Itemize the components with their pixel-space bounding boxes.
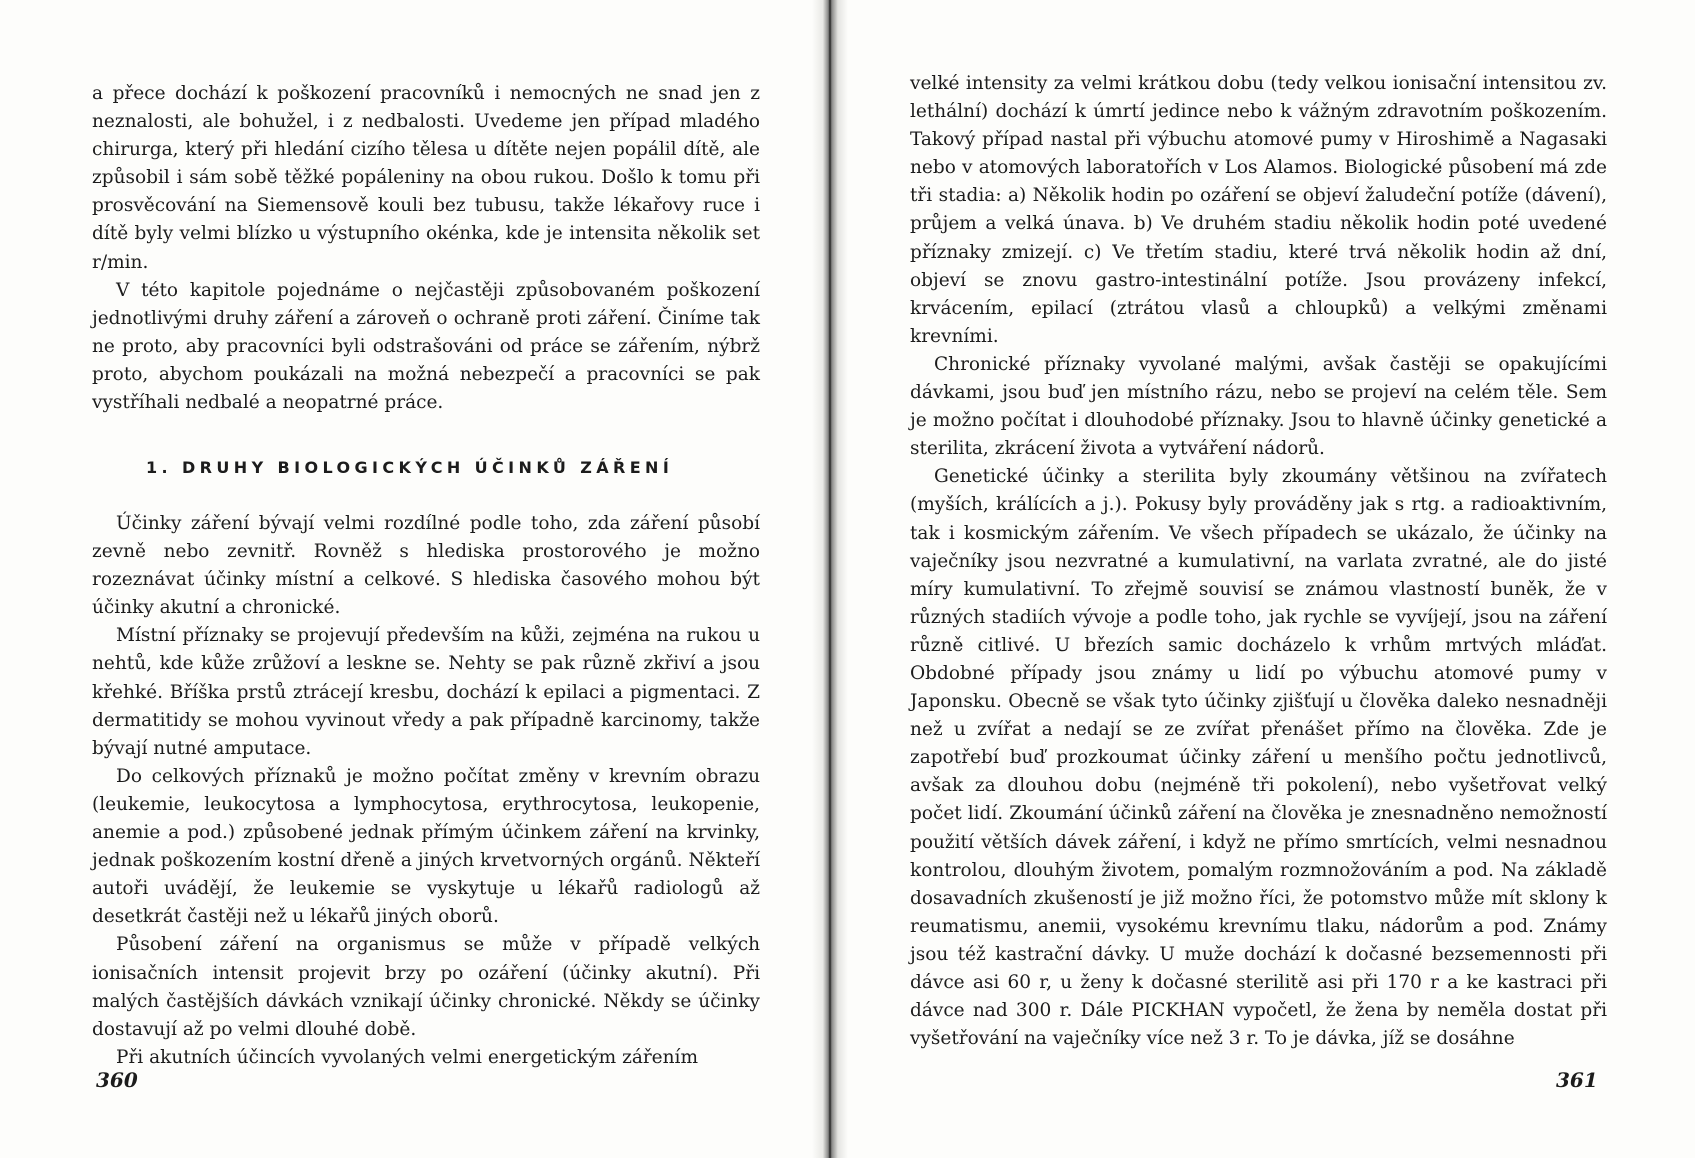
section-heading: 1. DRUHY BIOLOGICKÝCH ÚČINKŮ ZÁŘENÍ <box>146 458 674 477</box>
intro-text <box>92 80 760 417</box>
paragraph: Chronické příznaky vyvolané malými, avšak častěji se opakujícími dávkami, jsou buď jen místního rázu, nebo se projeví na celém těle. Sem je možno počítat i dlouhodobé příznaky. Jsou to hlavně účinky genetické a sterilita, zkrácení života a vytváření nádorů. <box>910 353 1607 460</box>
paragraph: Účinky záření bývají velmi rozdílné podle toho, zda záření působí zevně nebo zevnitř. Rovněž s hlediska prostorového je možno rozeznávat účinky místní a celkové. S hlediska časového mohou být účinky akutní a chronické. <box>92 513 760 619</box>
page-number: 360 <box>96 1068 138 1092</box>
paragraph: a přece dochází k poškození pracovníků i nemocných ne snad jen z neznalosti, ale bohužel, i z nedbalosti. Uvedeme jen případ mladého chirurga, který při hledání cizího tělesa u dítěte nejen popálil dítě, ale způsobil i sám sobě těžké popáleniny na obou rukou. Došlo k tomu při prosvěcování na Siemensově kouli bez tubusu, takže lékařovy ruce i dítě byly velmi blízko u výstupního okénka, kde je intensita několik set r/min. <box>92 83 760 273</box>
page-number: 361 <box>1556 1068 1598 1092</box>
right-page <box>820 0 1695 1158</box>
paragraph: Místní příznaky se projevují především na kůži, zejména na rukou u nehtů, kde kůže zrůžoví a leskne se. Nehty se pak různě zkřiví a jsou křehké. Bříška prstů ztrácejí kresbu, dochází k epilaci a pigmentaci. Z dermatitidy se mohou vyvinout vředy a pak případně karcinomy, takže bývají nutné amputace. <box>92 625 760 759</box>
section-text <box>92 510 760 1072</box>
paragraph: Do celkových příznaků je možno počítat změny v krevním obrazu (leukemie, leukocytosa a lymphocytosa, erythrocytosa, leukopenie, anemie a pod.) způsobené jednak přímým účinkem záření na krvinky, jednak poškozením kostní dřeně a jiných krvetvorných orgánů. Někteří autoři uvádějí, že leukemie se vyskytuje u lékařů radiologů až desetkrát častěji než u lékařů jiných oborů. <box>92 765 760 928</box>
paragraph: Při akutních účincích vyvolaných velmi energetickým zářením <box>116 1046 699 1068</box>
left-page <box>0 0 820 1158</box>
right-text <box>910 70 1607 1053</box>
paragraph: velké intensity za velmi krátkou dobu (tedy velkou ionisační intensitou zv. lethální) dochází k úmrtí jedince nebo k vážným zdravotním poškozením. Takový případ nastal při výbuchu atomové pumy v Hiroshimě a Nagasaki nebo v atomových laboratořích v Los Alamos. Biologické působení má zde tři stadia: a) Několik hodin po ozáření se objeví žaludeční potíže (dávení), průjem a velká únava. b) Ve druhém stadiu několik hodin poté uvedené příznaky zmizejí. c) Ve třetím stadiu, které trvá několik hodin až dní, objeví se znovu gastro-intestinální potíže. Jsou provázeny infekcí, krvácením, epilací (ztrátou vlasů a chloupků) a velkými změnami krevními. <box>910 73 1607 347</box>
paragraph: Genetické účinky a sterilita byly zkoumány většinou na zvířatech (myších, králících a j.). Pokusy byly prováděny jak s rtg. a radioaktivním, tak i kosmickým zářením. Ve všech případech se ukázalo, že účinky na vaječníky jsou nezvratné a kumulativní, na varlata zvratné, ale do jisté míry kumulativní. To zřejmě souvisí se známou vlastností buněk, že v různých stadiích vývoje a podle toho, jak rychle se vyvíjejí, jsou na záření různě citlivé. U březích samic docházelo k vrhům mrtvých mláďat. Obdobné případy jsou známy u lidí po výbuchu atomové pumy v Japonsku. Obecně se však tyto účinky zjišťují u člověka daleko nesnadněji než u zvířat a nedají se ze zvířat přenášet přímo na člověka. Zde je zapotřebí buď prozkoumat účinky záření u menšího počtu jednotlivců, avšak za dlouhou dobu (nejméně tři pokolení), nebo vyšetřovat velký počet lidí. Zkoumání účinků záření na člověka je znesnadněno nemožností použití větších dávek záření, i když ne přímo smrtících, velmi nesnadnou kontrolou, dlouhým životem, pomalým rozmnožováním a pod. Na základě dosavadních zkušeností je již možno říci, že potomstvo může mít sklony k reumatismu, anemii, vysokému krevnímu tlaku, nádorům a pod. Známy jsou též kastrační dávky. U muže dochází k dočasné bezsemennosti při dávce asi 60 r, u ženy k dočasné sterilitě asi při 170 r a ke kastraci při dávce nad 300 r. Dále PICKHAN vypočetl, že žena by neměla dostat při vyšetřování na vaječníky více než 3 r. To je dávka, jíž se dosáhne <box>910 466 1607 1050</box>
paragraph: V této kapitole pojednáme o nejčastěji způsobovaném poškození jednotlivými druhy záření a zároveň o ochraně proti záření. Činíme tak ne proto, aby pracovníci byli odstrašováni od práce se zářením, nýbrž proto, abychom poukázali na možná nebezpečí a pracovníci se pak vystříhali nedbalé a neopatrné práce. <box>92 279 760 414</box>
paragraph: Působení záření na organismus se může v případě velkých ionisačních intensit projevit brzy po ozáření (účinky akutní). Při malých častějších dávkách vznikají účinky chronické. Někdy se účinky dostavují až po velmi dlouhé době. <box>92 934 760 1040</box>
